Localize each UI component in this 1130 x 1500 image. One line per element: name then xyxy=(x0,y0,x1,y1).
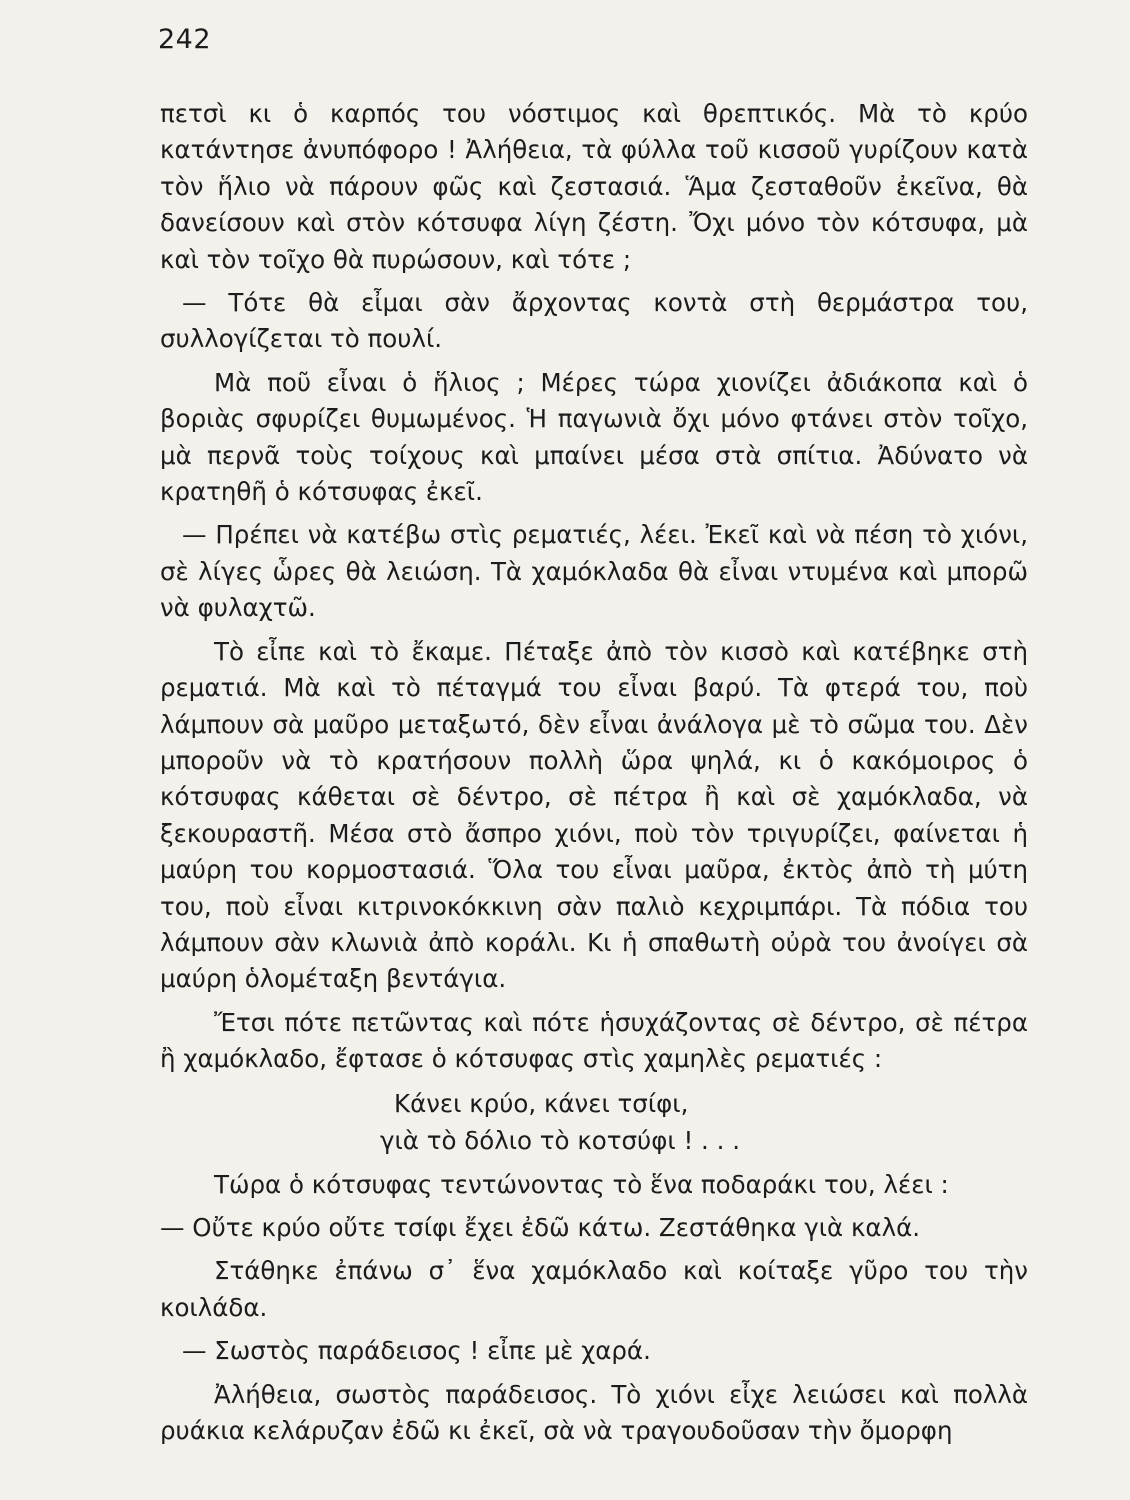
paragraph: Ἀλήθεια, σωστὸς παράδεισος. Τὸ χιόνι εἶχε λειώσει καὶ πολλὰ ρυάκια κελάρυζαν ἐδῶ κι ἐκεῖ, σὰ νὰ τραγουδοῦσαν τὴν ὄμορφη xyxy=(160,1379,1028,1445)
paragraph: — Πρέπει νὰ κατέβω στὶς ρεματιές, λέει. Ἐκεῖ καὶ νὰ πέση τὸ χιόνι, σὲ λίγες ὧρες θὰ λειώση. Τὰ χαμόκλαδα θὰ εἶναι ντυμένα καὶ μπορῶ νὰ φυλαχτῶ. xyxy=(160,520,1028,623)
body-text xyxy=(160,96,1028,1456)
paragraph: Μὰ ποῦ εἶναι ὁ ἥλιος ; Μέρες τώρα χιονίζει ἀδιάκοπα καὶ ὁ βοριὰς σφυρίζει θυμωμένος. Ἡ παγωνιὰ ὄχι μόνο φτάνει στὸν τοῖχο, μὰ περνᾶ τοὺς τοίχους καὶ μπαίνει μέσα στὰ σπίτια. Ἀδύνατο νὰ κρατηθῆ ὁ κότσυφας ἐκεῖ. xyxy=(160,367,1028,507)
paragraph: — Οὔτε κρύο οὔτε τσίφι ἔχει ἐδῶ κάτω. Ζεστάθηκα γιὰ καλά. xyxy=(160,1212,921,1242)
paragraph: Ἔτσι πότε πετῶντας καὶ πότε ἡσυχάζοντας σὲ δέντρο, σὲ πέτρα ἢ χαμόκλαδο, ἔφτασε ὁ κότσυφας στὶς χαμηλὲς ρεματιές : xyxy=(160,1007,1028,1074)
paragraph: — Τότε θὰ εἶμαι σὰν ἄρχοντας κοντὰ στὴ θερμάστρα του, συλλογίζεται τὸ πουλί. xyxy=(160,288,1028,354)
verse-line: Κάνει κρύο, κάνει τσίφι, xyxy=(394,1088,689,1118)
paragraph: Τὸ εἶπε καὶ τὸ ἔκαμε. Πέταξε ἀπὸ τὸν κισσὸ καὶ κατέβηκε στὴ ρεματιά. Μὰ καὶ τὸ πέταγμά του εἶναι βαρύ. Τὰ φτερά του, ποὺ λάμπουν σὰ μαῦρο μεταξωτό, δὲν εἶναι ἀνάλογα μὲ τὸ σῶμα του. Δὲν μποροῦν νὰ τὸ κρατήσουν πολλὴ ὥρα ψηλά, κι ὁ κακόμοιρος ὁ κότσυφας κάθεται σὲ δέντρο, σὲ πέτρα ἢ καὶ σὲ χαμόκλαδα, νὰ ξεκουραστῆ. Μέσα στὸ ἄσπρο χιόνι, ποὺ τὸν τριγυρίζει, φαίνεται ἡ μαύρη του κορμοστασιά. Ὅλα του εἶναι μαῦρα, ἐκτὸς ἀπὸ τὴ μύτη του, ποὺ εἶναι κιτρινοκόκκινη σὰν παλιὸ κεχριμπάρι. Τὰ πόδια του λάμπουν σὰν κλωνιὰ ἀπὸ κοράλι. Κι ἡ σπαθωτὴ οὐρὰ του ἀνοίγει σὰ μαύρη ὁλομέταξη βεντάγια. xyxy=(160,636,1028,994)
verse-line: γιὰ τὸ δόλιο τὸ κοτσύφι ! . . . xyxy=(380,1125,740,1155)
paragraph: πετσὶ κι ὁ καρπός του νόστιμος καὶ θρεπτικός. Μὰ τὸ κρύο κατάντησε ἀνυπόφορο ! Ἀλήθεια, τὰ φύλλα τοῦ κισσοῦ γυρίζουν κατὰ τὸν ἥλιο νὰ πάρουν φῶς καὶ ζεστασιά. Ἅμα ζεσταθοῦν ἐκεῖνα, θὰ δανείσουν καὶ στὸν κότσυφα λίγη ζέστη. Ὄχι μόνο τὸν κότσυφα, μὰ καὶ τὸν τοῖχο θὰ πυρώσουν, καὶ τότε ; xyxy=(160,99,1028,274)
paragraph: — Σωστὸς παράδεισος ! εἶπε μὲ χαρά. xyxy=(182,1336,651,1366)
paragraph: Στάθηκε ἐπάνω σ᾽ ἕνα χαμόκλαδο καὶ κοίταξε γῦρο του τὴν κοιλάδα. xyxy=(160,1256,1028,1322)
page-number: 242 xyxy=(158,24,212,55)
verse xyxy=(160,1085,1028,1159)
paragraph: Τώρα ὁ κότσυφας τεντώνοντας τὸ ἕνα ποδαράκι του, λέει : xyxy=(214,1169,949,1199)
